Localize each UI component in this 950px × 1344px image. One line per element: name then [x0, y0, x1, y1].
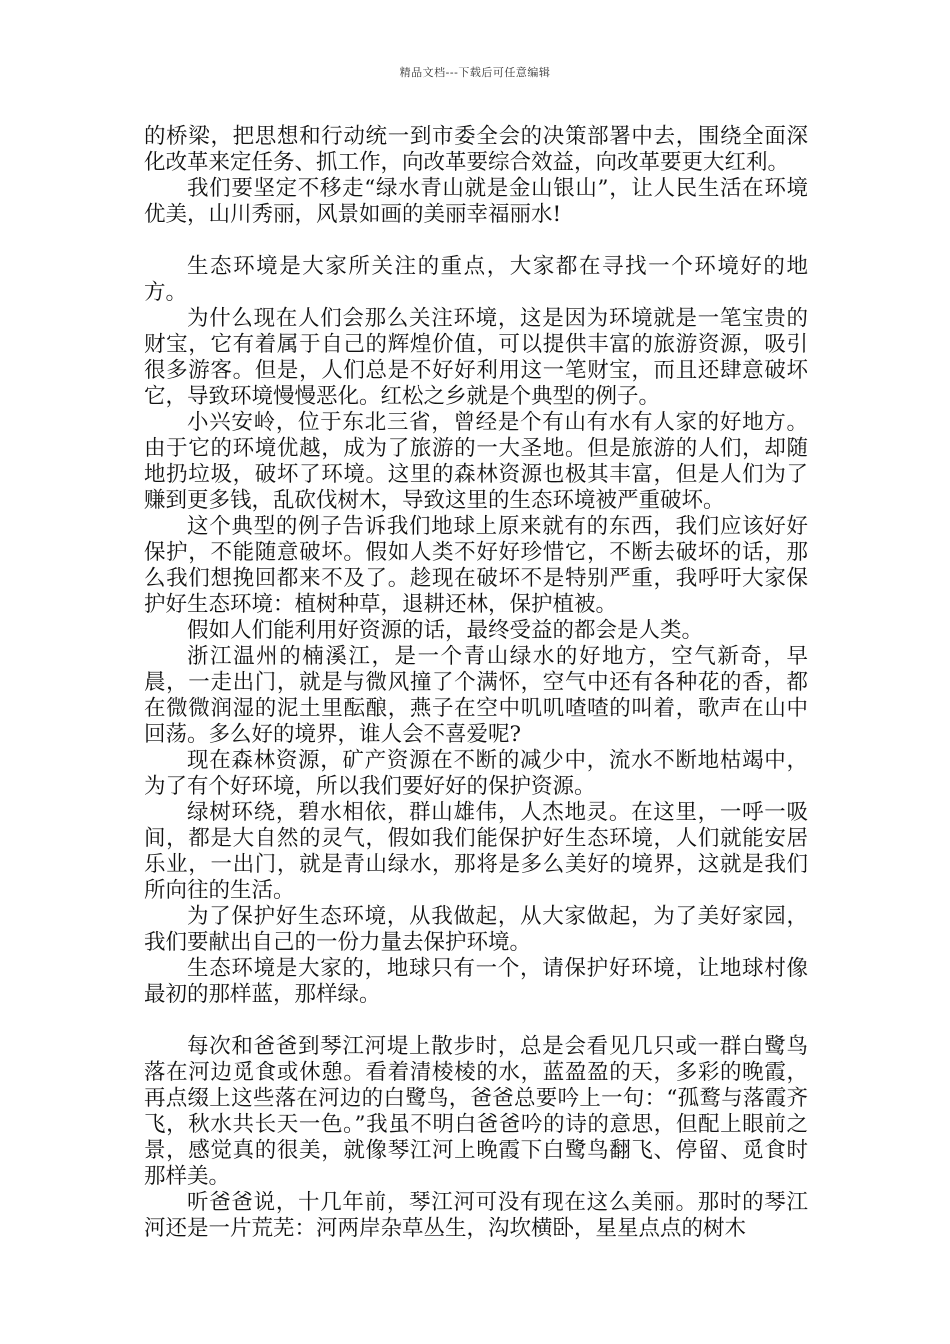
- document-body: [144, 124, 808, 1242]
- paragraph: 现在森林资源，矿产资源在不断的减少中，流水不断地枯竭中，为了有个好环境，所以我们要好好的保护资源。: [144, 748, 808, 799]
- section-break: [144, 228, 808, 254]
- paragraph: 生态环境是大家所关注的重点，大家都在寻找一个环境好的地方。: [144, 254, 808, 305]
- paragraph-continuation: 的桥梁，把思想和行动统一到市委全会的决策部署中去，围绕全面深化改革来定任务、抓工作，向改革要综合效益，向改革要更大红利。: [144, 124, 808, 175]
- paragraph: 我们要坚定不移走“绿水青山就是金山银山”，让人民生活在环境优美，山川秀丽，风景如画的美丽幸福丽水!: [144, 176, 808, 227]
- paragraph: 浙江温州的楠溪江，是一个青山绿水的好地方，空气新奇，早晨，一走出门，就是与微风撞了个满怀，空气中还有各种花的香，都在微微润湿的泥土里酝酿，燕子在空中叽叽喳喳的叫着，歌声在山中回荡。多么好的境界，谁人会不喜爱呢?: [144, 644, 808, 747]
- paragraph: 生态环境是大家的，地球只有一个，请保护好环境，让地球村像最初的那样蓝，那样绿。: [144, 956, 808, 1007]
- paragraph: 为什么现在人们会那么关注环境，这是因为环境就是一笔宝贵的财宝，它有着属于自己的辉煌价值，可以提供丰富的旅游资源，吸引很多游客。但是，人们总是不好好利用这一笔财宝，而且还肆意破坏它，导致环境慢慢恶化。红松之乡就是个典型的例子。: [144, 306, 808, 409]
- page-header: 精品文档---下载后可任意编辑: [399, 66, 551, 79]
- paragraph: 绿树环绕，碧水相依，群山雄伟，人杰地灵。在这里，一呼一吸间，都是大自然的灵气，假如我们能保护好生态环境，人们就能安居乐业，一出门，就是青山绿水，那将是多么美好的境界，这就是我们所向往的生活。: [144, 800, 808, 903]
- paragraph: 每次和爸爸到琴江河堤上散步时，总是会看见几只或一群白鹭鸟落在河边觅食或休憩。看着清棱棱的水，蓝盈盈的天，多彩的晚霞，再点缀上这些落在河边的白鹭鸟，爸爸总要吟上一句：“孤鹜与落霞齐飞，秋水共长天一色。”我虽不明白爸爸吟的诗的意思，但配上眼前之景，感觉真的很美，就像琴江河上晚霞下白鹭鸟翻飞、停留、觅食时那样美。: [144, 1034, 808, 1189]
- paragraph: 为了保护好生态环境，从我做起，从大家做起，为了美好家园，我们要献出自己的一份力量去保护环境。: [144, 904, 808, 955]
- paragraph: 听爸爸说，十几年前，琴江河可没有现在这么美丽。那时的琴江河还是一片荒芜：河两岸杂草丛生，沟坎横卧，星星点点的树木: [144, 1190, 808, 1241]
- paragraph: 小兴安岭，位于东北三省，曾经是个有山有水有人家的好地方。由于它的环境优越，成为了旅游的一大圣地。但是旅游的人们，却随地扔垃圾，破坏了环境。这里的森林资源也极其丰富，但是人们为了赚到更多钱，乱砍伐树木，导致这里的生态环境被严重破坏。: [144, 410, 808, 513]
- section-break: [144, 1008, 808, 1034]
- paragraph: 这个典型的例子告诉我们地球上原来就有的东西，我们应该好好保护，不能随意破坏。假如人类不好好珍惜它，不断去破坏的话，那么我们想挽回都来不及了。趁现在破坏不是特别严重，我呼吁大家保护好生态环境：植树种草，退耕还林，保护植被。: [144, 514, 808, 617]
- paragraph: 假如人们能利用好资源的话，最终受益的都会是人类。: [187, 618, 704, 643]
